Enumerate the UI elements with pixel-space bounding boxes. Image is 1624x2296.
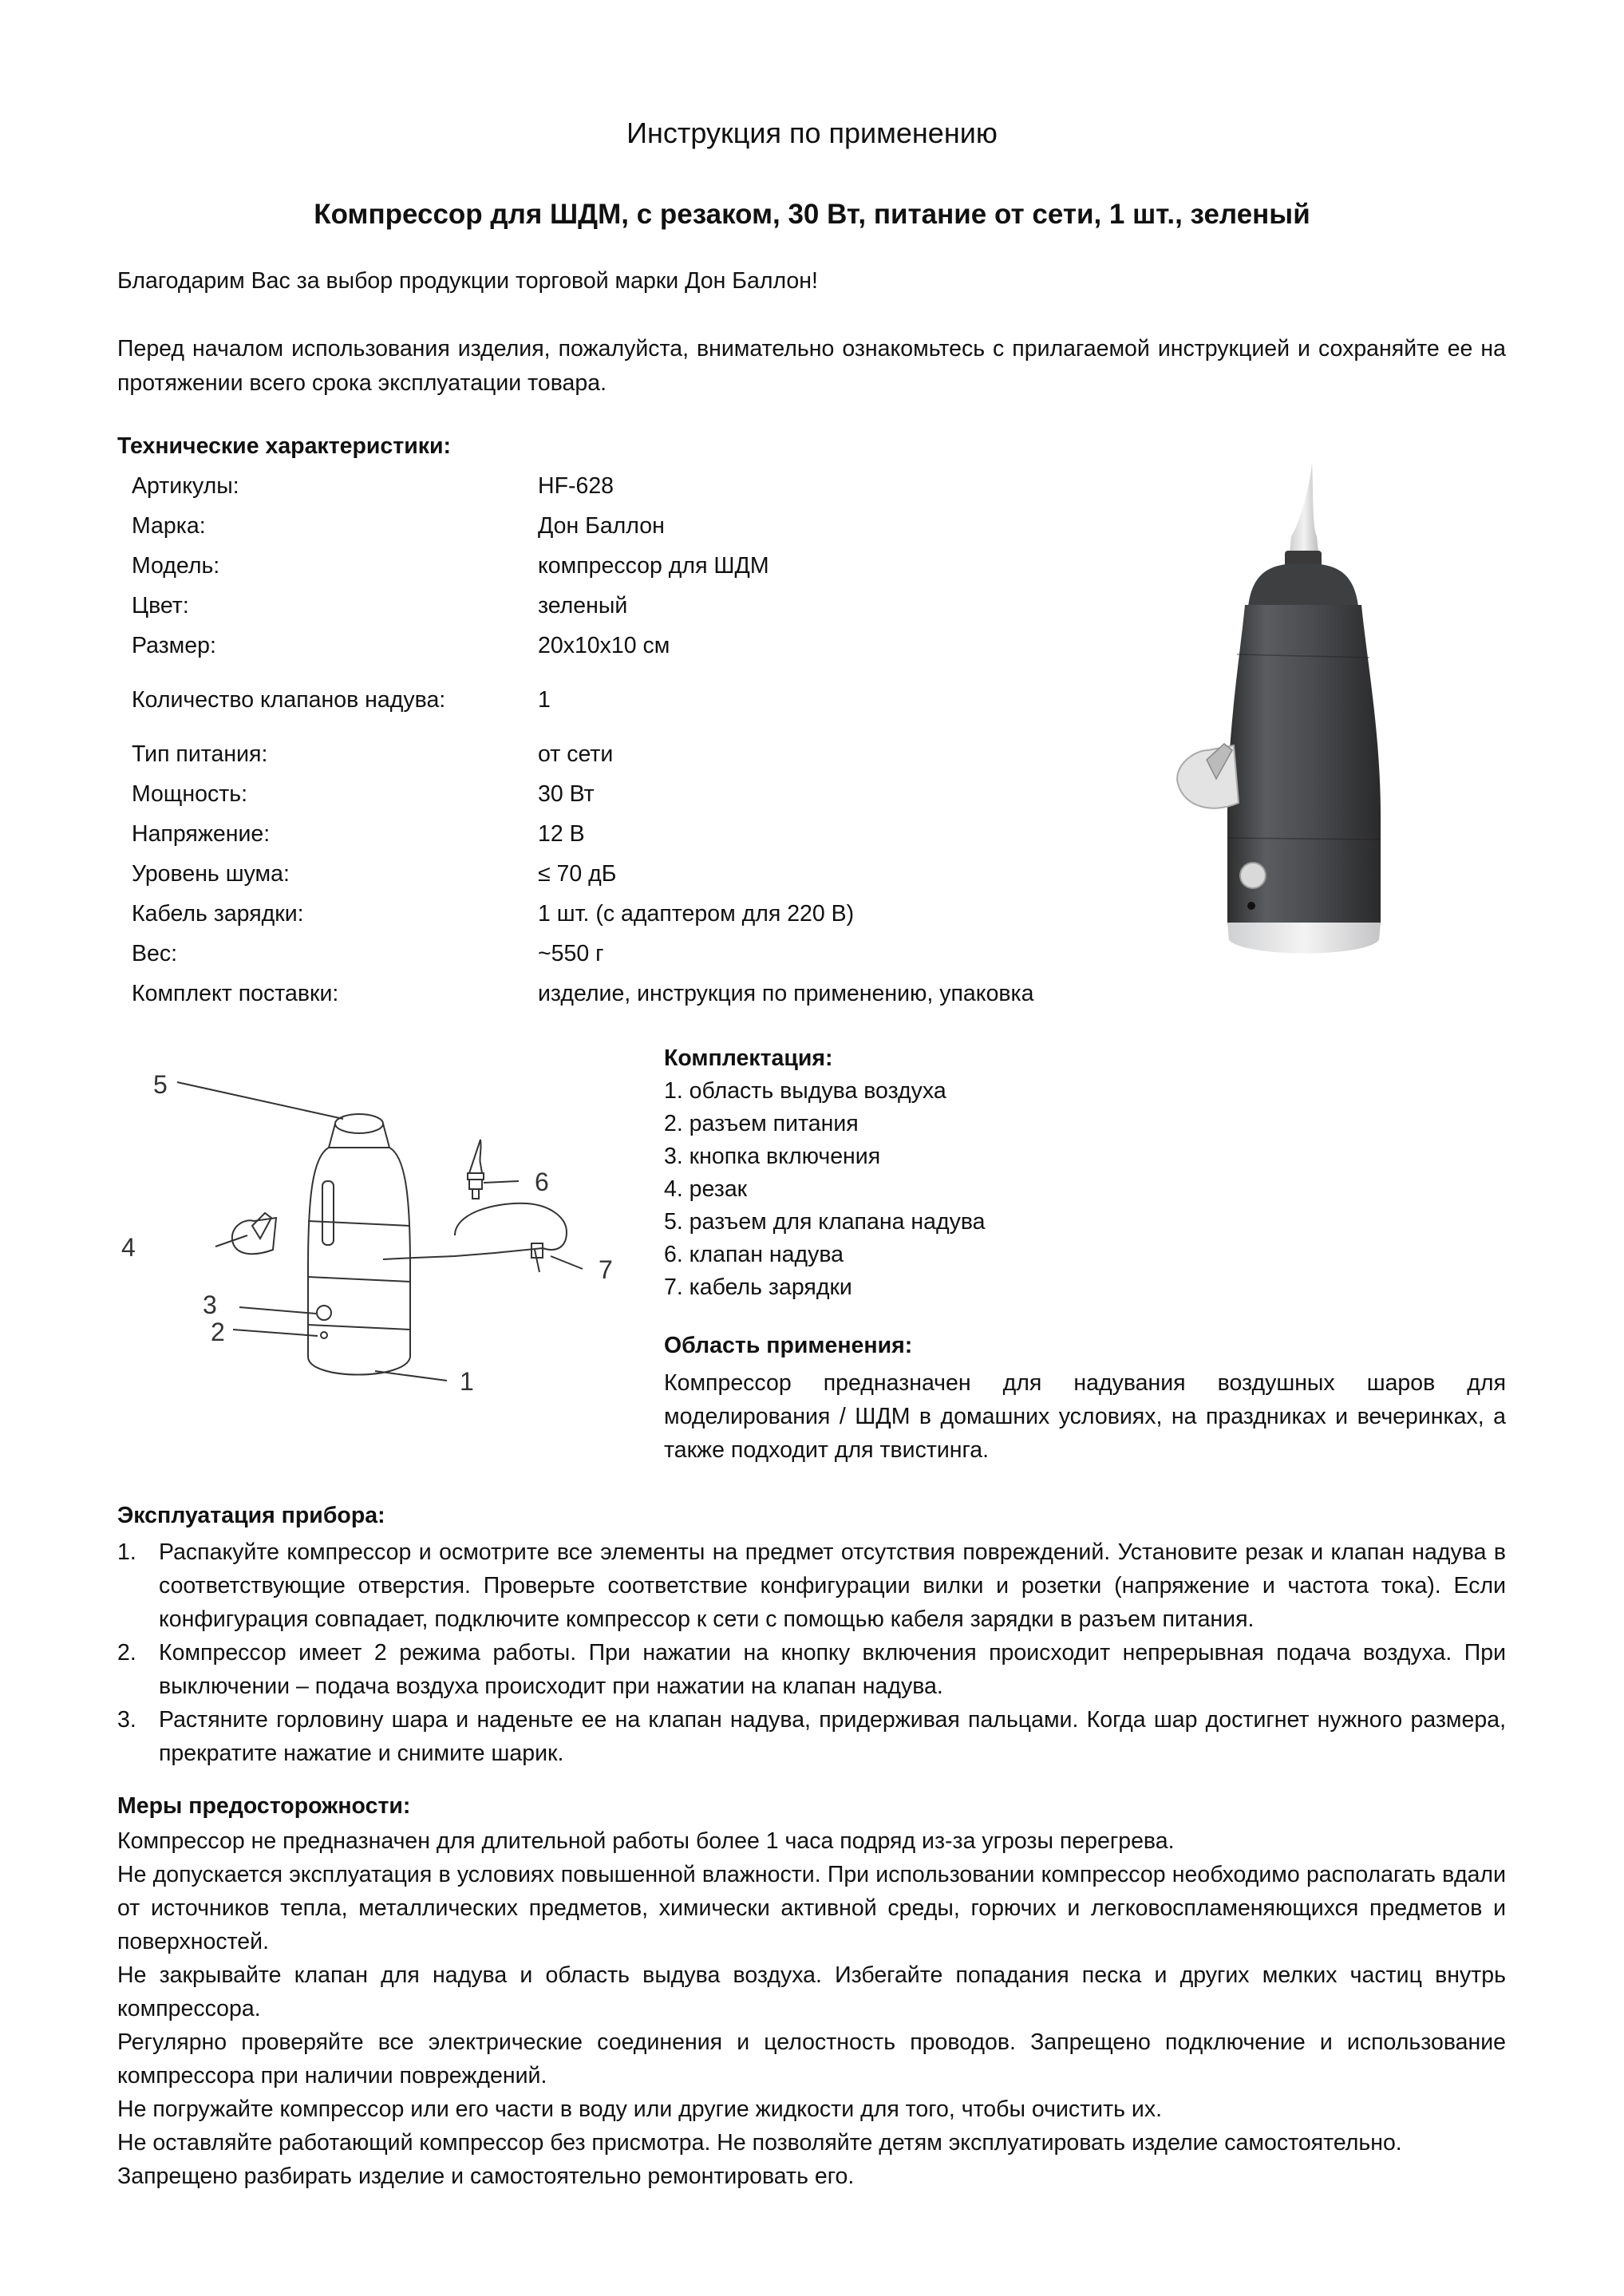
scope-heading: Область применения:	[664, 1333, 913, 1358]
precaution-item: Компрессор не предназначен для длительной работы более 1 часа подряд из-за угрозы перегрева.	[117, 1828, 1175, 1854]
precaution-item: Регулярно проверяйте все электрические соединения и целостность проводов. Запрещено подключение и использование компрессора при наличии повреждений.	[117, 2029, 1506, 2089]
kit-heading: Комплектация:	[664, 1045, 833, 1071]
step-number: 2.	[117, 1640, 136, 1666]
spec-row	[132, 466, 1034, 506]
spec-key: Мощность:	[132, 781, 248, 807]
spec-key: Цвет:	[132, 593, 189, 618]
spec-key: Количество клапанов надува:	[132, 687, 446, 713]
spec-value: зеленый	[538, 593, 628, 618]
precaution-item: Не закрывайте клапан для надува и область выдува воздуха. Избегайте попадания песка и других мелких частиц внутрь компрессора.	[117, 1962, 1506, 2021]
kit-section	[664, 1042, 1506, 1304]
spec-key: Напряжение:	[132, 821, 271, 847]
spec-key: Комплект поставки:	[132, 981, 339, 1006]
callout-2: 2	[211, 1318, 225, 1346]
spec-row	[132, 626, 1034, 666]
spec-row	[132, 666, 1034, 734]
precaution-item: Не погружайте компрессор или его части в воду или другие жидкости для того, чтобы очистить их.	[117, 2096, 1162, 2122]
spec-value: изделие, инструкция по применению, упаковка	[538, 981, 1034, 1006]
read-instructions-text: Перед началом использования изделия, пожалуйста, внимательно ознакомьтесь с прилагаемой инструкцией и сохраняйте ее на протяжении всего срока эксплуатации товара.	[117, 336, 1506, 396]
list-item: 6. клапан надува	[664, 1242, 844, 1267]
step-number: 1.	[117, 1539, 136, 1565]
precaution-item: Запрещено разбирать изделие и самостоятельно ремонтировать его.	[117, 2164, 855, 2189]
step-text: Распакуйте компрессор и осмотрите все элементы на предмет отсутствия повреждений. Установите резак и клапан надува в соответствующие отверстия. Проверьте соответствие конфигурации вилки и розетки (напряжение и частота тока). Если конфигурация совпадает, подключите компрессор к сети с помощью кабеля зарядки в разъем питания.	[159, 1539, 1506, 1632]
precaution-item: Не допускается эксплуатация в условиях повышенной влажности. При использовании компрессор необходимо располагать вдали от источников тепла, металлических предметов, химически активной среды, горючих и легковоспламеняющихся предметов и поверхностей.	[117, 1862, 1506, 1954]
thanks-text: Благодарим Вас за выбор продукции торговой марки Дон Баллон!	[117, 268, 818, 294]
spec-row	[132, 546, 1034, 586]
scope-text: Компрессор предназначен для надувания воздушных шаров для моделирования / ШДМ в домашних условиях, на праздниках и вечеринках, а также подходит для твистинга.	[664, 1370, 1506, 1463]
spec-value: HF-628	[538, 473, 614, 499]
list-item: 7. кабель зарядки	[664, 1274, 852, 1300]
step-text: Компрессор имеет 2 режима работы. При нажатии на кнопку включения происходит непрерывная подача воздуха. При выключении – подача воздуха происходит при нажатии на клапан надува.	[159, 1640, 1506, 1699]
spec-row	[132, 974, 1034, 1014]
spec-value: ~550 г	[538, 941, 604, 966]
spec-key: Кабель зарядки:	[132, 901, 304, 927]
product-photo	[1149, 447, 1436, 974]
list-item: 5. разъем для клапана надува	[664, 1209, 986, 1235]
precaution-item: Не оставляйте работающий компрессор без присмотра. Не позволяйте детям эксплуатировать изделие самостоятельно.	[117, 2130, 1402, 2156]
step-text: Растяните горловину шара и наденьте ее на клапан надува, придерживая пальцами. Когда шар достигнет нужного размера, прекратите нажатие и снимите шарик.	[159, 1707, 1506, 1766]
spec-row	[132, 934, 1034, 974]
spec-value: от сети	[538, 741, 614, 767]
spec-row	[132, 894, 1034, 934]
spec-key: Вес:	[132, 941, 178, 966]
list-item: 1. область выдува воздуха	[664, 1078, 946, 1104]
list-item: 4. резак	[664, 1176, 748, 1202]
spec-value: Дон Баллон	[538, 513, 665, 539]
product-title: Компрессор для ШДМ, с резаком, 30 Вт, питание от сети, 1 шт., зеленый	[314, 199, 1310, 230]
precautions-section	[117, 1789, 1506, 2193]
list-item	[117, 1535, 1506, 1636]
step-number: 3.	[117, 1707, 136, 1733]
document-title: Инструкция по применению	[626, 117, 998, 149]
spec-key: Уровень шума:	[132, 861, 290, 887]
spec-key: Модель:	[132, 553, 220, 579]
precautions-heading: Меры предосторожности:	[117, 1793, 411, 1819]
callout-5: 5	[153, 1070, 168, 1099]
specs-heading: Технические характеристики:	[117, 433, 452, 459]
callout-4: 4	[121, 1233, 136, 1262]
list-item	[117, 1636, 1506, 1703]
spec-row	[132, 506, 1034, 546]
spec-row	[132, 854, 1034, 894]
callout-1: 1	[460, 1367, 474, 1396]
spec-value: 12 В	[538, 821, 585, 847]
list-item: 3. кнопка включения	[664, 1144, 881, 1169]
spec-row	[132, 774, 1034, 814]
spec-value: 1 шт. (с адаптером для 220 В)	[538, 901, 855, 927]
operation-steps	[117, 1535, 1506, 1770]
list-item: 2. разъем питания	[664, 1111, 859, 1136]
spec-row	[132, 586, 1034, 626]
spec-key: Тип питания:	[132, 741, 268, 767]
callout-6: 6	[535, 1168, 549, 1196]
spec-value: ≤ 70 дБ	[538, 861, 617, 887]
spec-value: 30 Вт	[538, 781, 595, 807]
spec-key: Марка:	[132, 513, 206, 539]
specs-table	[132, 466, 1034, 1014]
callout-7: 7	[599, 1255, 613, 1284]
kit-list	[664, 1075, 1506, 1304]
list-item	[117, 1703, 1506, 1770]
spec-row	[132, 734, 1034, 774]
components-diagram	[120, 1061, 646, 1429]
spec-key: Артикулы:	[132, 473, 239, 499]
spec-value: 20x10x10 см	[538, 633, 670, 658]
operation-heading: Эксплуатация прибора:	[117, 1503, 385, 1528]
operation-section	[117, 1499, 1506, 1770]
spec-value: компрессор для ШДМ	[538, 553, 769, 579]
callout-3: 3	[203, 1290, 217, 1319]
spec-row	[132, 814, 1034, 854]
spec-key: Размер:	[132, 633, 216, 658]
spec-value: 1	[538, 687, 551, 713]
